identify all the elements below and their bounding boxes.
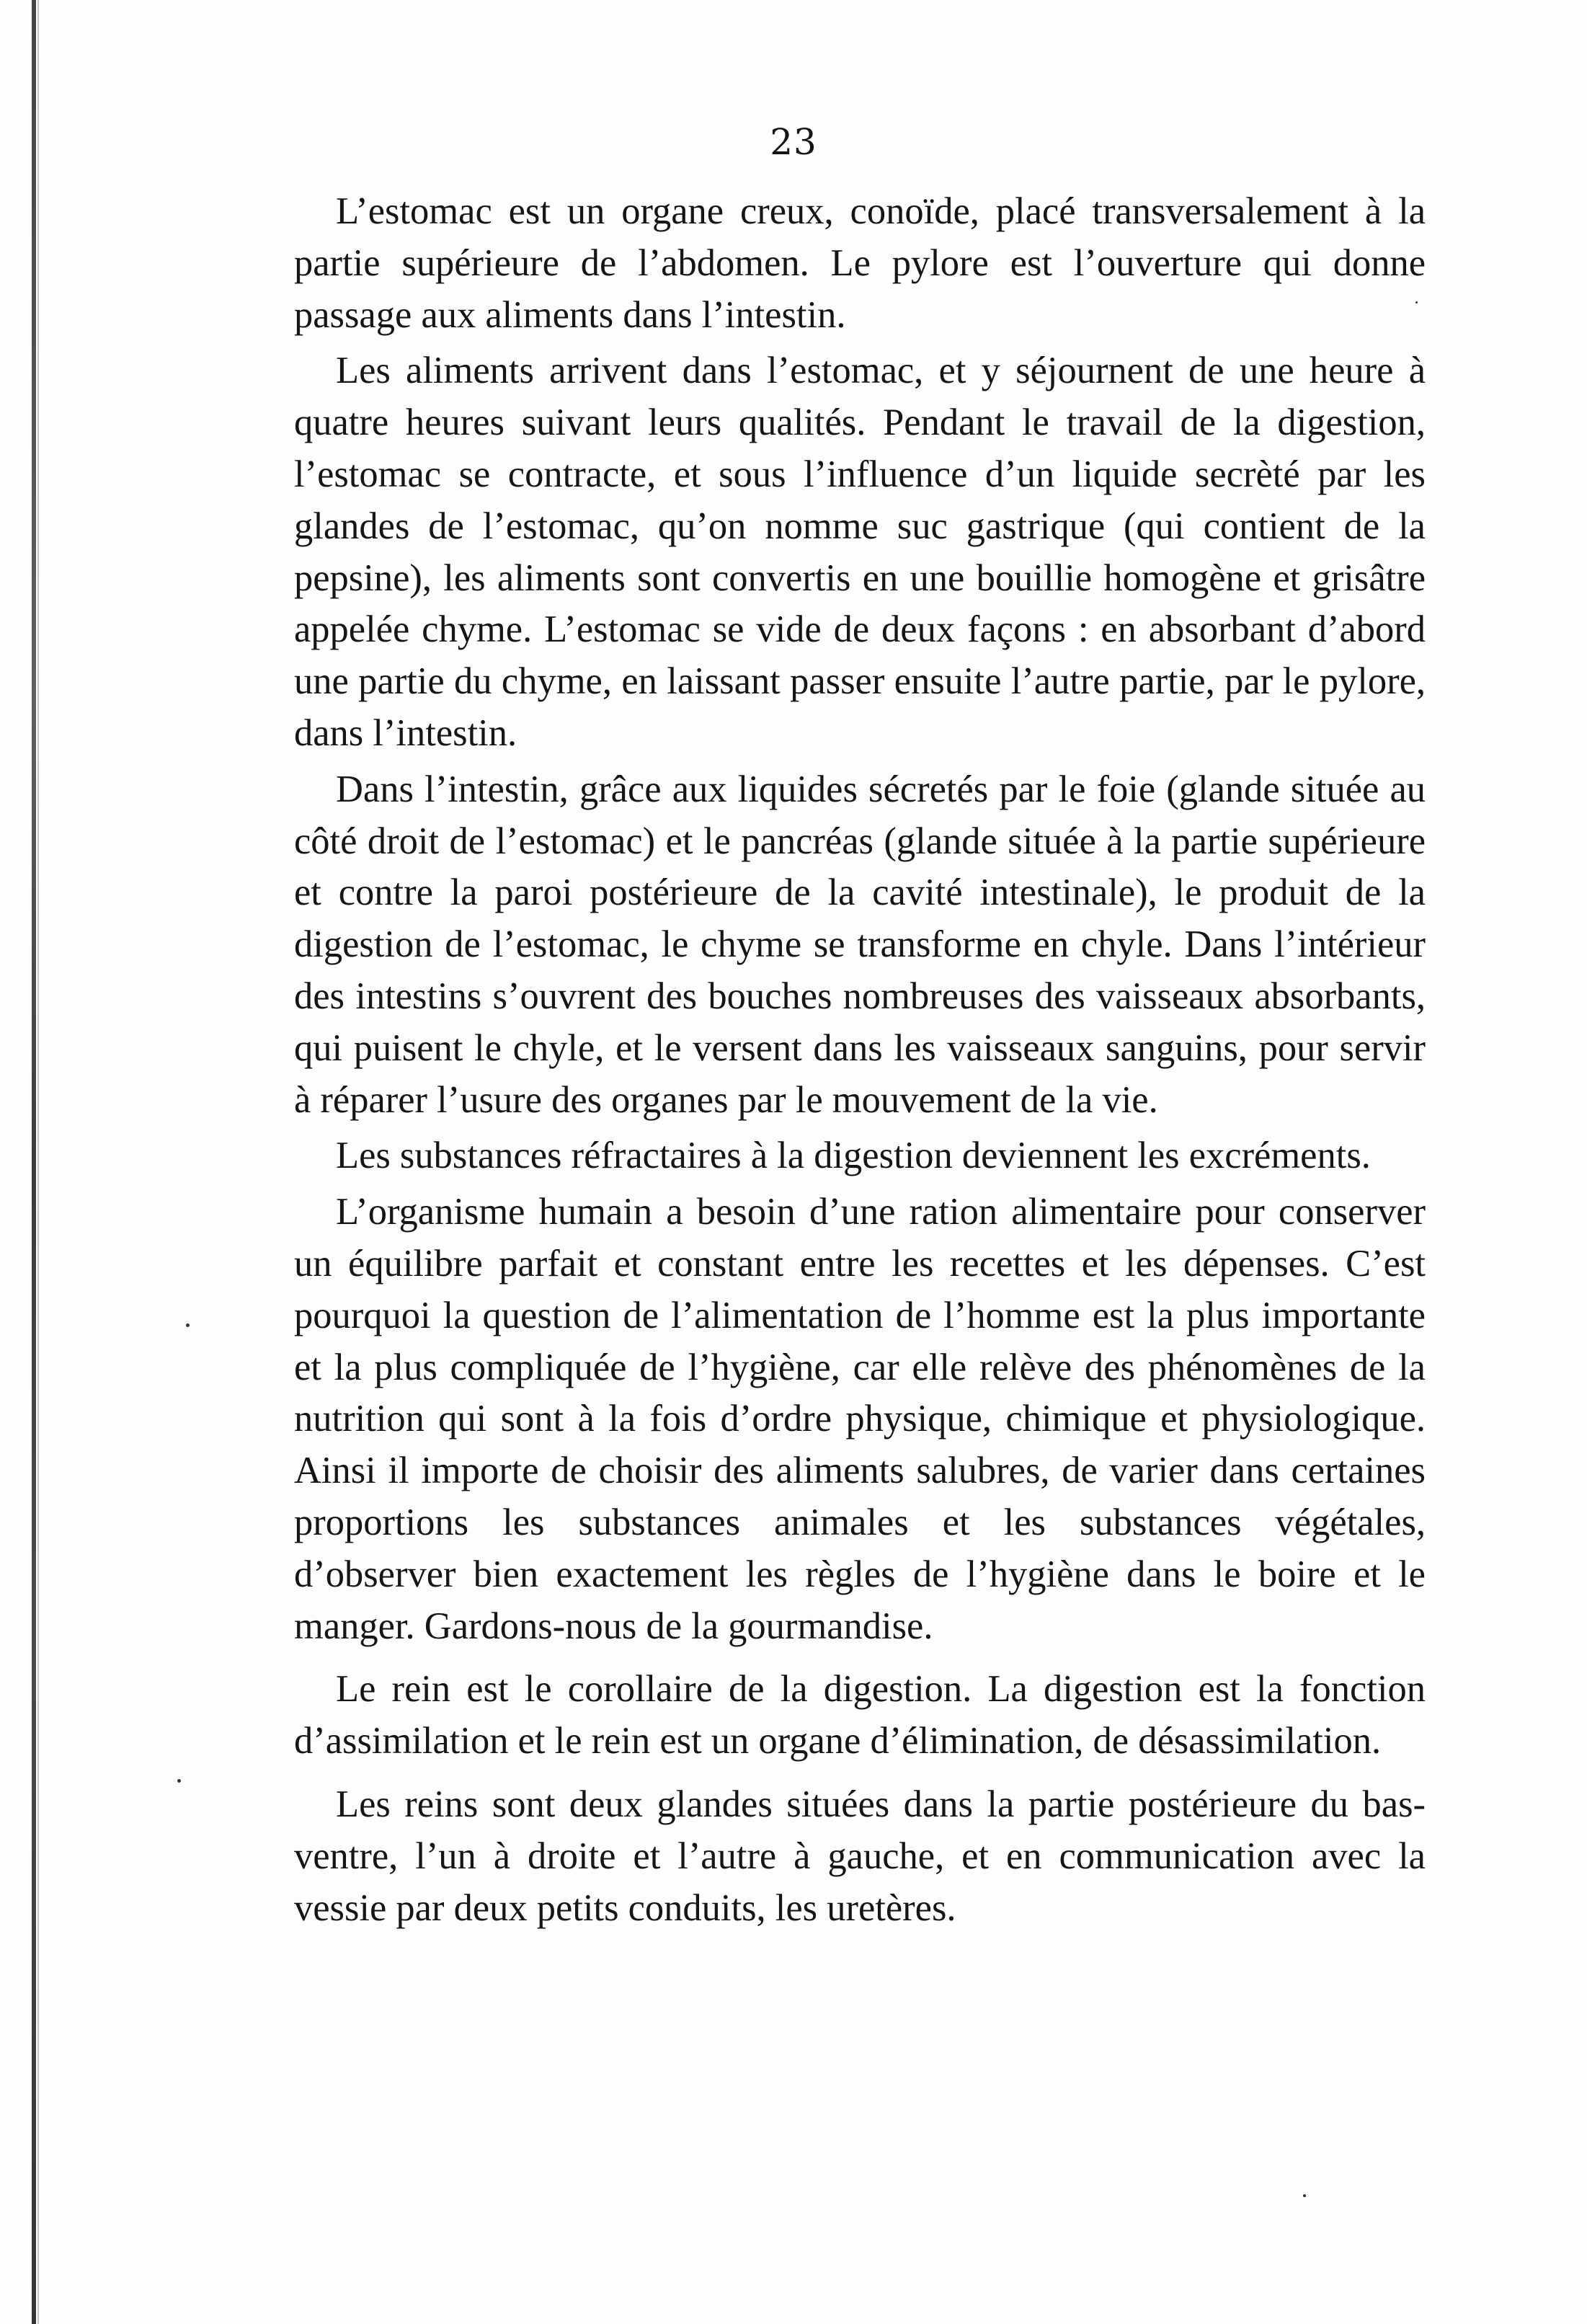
page-number: 23 <box>770 121 817 163</box>
paragraph-substances: Les substances réfractaires à la digestion deviennent les excréments. <box>336 1135 1371 1177</box>
paragraph-reins: Les reins sont deux glandes situées dans la partie postérieure du bas-ventre, l’un à droite et l’autre à gauche, et en communication avec la vessie par deux petits conduits, les uretères. <box>294 1783 1426 1929</box>
paragraph-organisme: L’organisme humain a besoin d’une ration alimentaire pour conserver un équilibre parfait et constant entre les recettes et les dépenses. C’est pourquoi la question de l’alimentation de l’homme est la plus importante et la plus compliquée de l’hygiène, car elle relève des phénomènes de la nutrition qui sont à la fois d’ordre physique, chimique et physiologique. Ainsi il importe de choisir des aliments salubres, de varier dans certaines proportions les substances animales et les substances végétales, d’observer bien exactement les règles de l’hygiène dans le boire et le manger. Gardons-nous de la gourmandise. <box>294 1191 1426 1647</box>
page-body <box>294 186 1426 1938</box>
page-binding-edge <box>32 0 36 2324</box>
paragraph-estomac: L’estomac est un organe creux, conoïde, placé transversalement à la partie supérieure de l’abdomen. Le pylore est l’ouverture qui donne passage aux aliments dans l’intestin. <box>294 190 1426 336</box>
paragraph-aliments: Les aliments arrivent dans l’estomac, et y séjournent de une heure à quatre heures suivant leurs qualités. Pendant le travail de la digestion, l’estomac se contracte, et sous l’influence d’un liquide secrèté par les glandes de l’estomac, qu’on nomme suc gastrique (qui contient de la pepsine), les aliments sont convertis en une bouillie homogène et grisâtre appelée chyme. L’estomac se vide de deux façons : en absorbant d’abord une partie du chyme, en laissant passer ensuite l’autre partie, par le pylore, dans l’intestin. <box>294 350 1426 754</box>
paragraph-rein: Le rein est le corollaire de la digestion. La digestion est la fonction d’assimilation et le rein est un organe d’élimination, de désassimilation. <box>294 1668 1426 1762</box>
paragraph-intestin: Dans l’intestin, grâce aux liquides sécretés par le foie (glande située au côté droit de l’estomac) et le pancréas (glande située à la partie supérieure et contre la paroi postérieure de la cavité intestinale), le produit de la digestion de l’estomac, le chyme se transforme en chyle. Dans l’intérieur des intestins s’ouvrent des bouches nombreuses des vaisseaux absorbants, qui puisent le chyle, et le versent dans les vaisseaux sanguins, pour servir à réparer l’usure des organes par le mouvement de la vie. <box>294 768 1426 1121</box>
page-binding-shadow <box>37 0 39 2324</box>
